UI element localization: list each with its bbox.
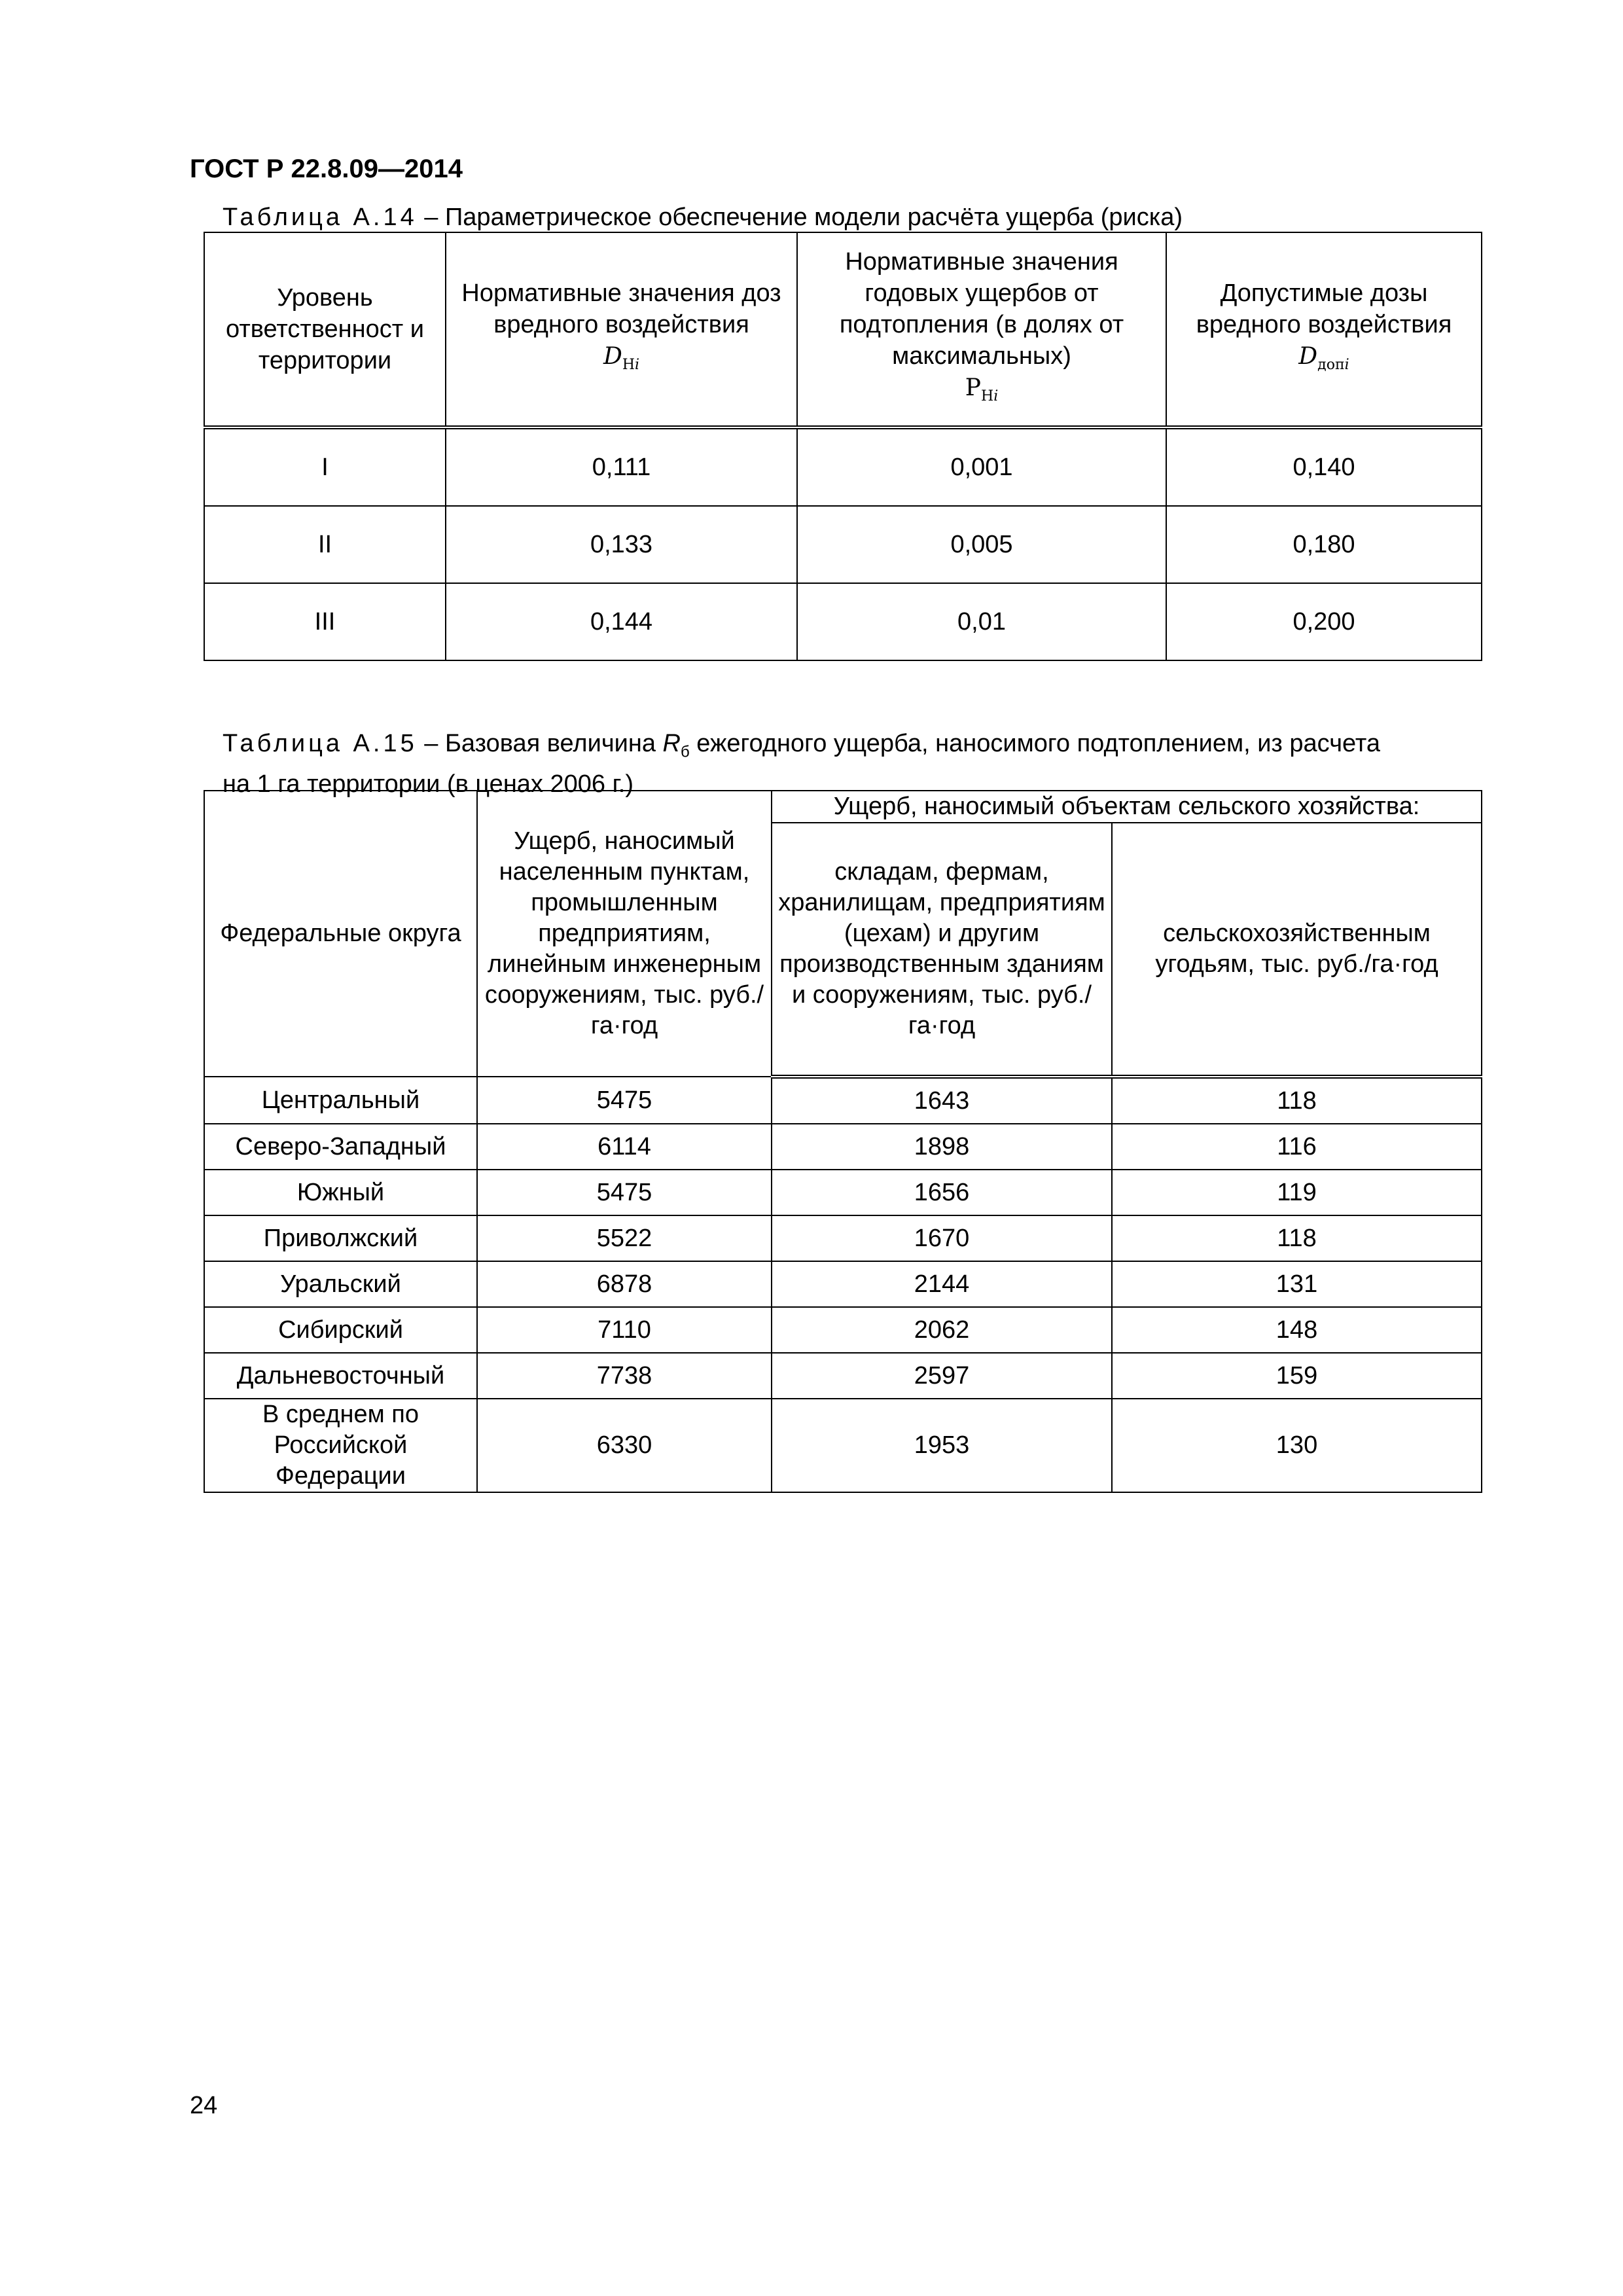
table-a15-caption: Таблица А.15 – Базовая величина $R_б$ ежегодного ущерба, наносимого подтоплением, из расчета на 1 га территории (в ценах 2006 г.) [223,728,1499,800]
cell-region: Сибирский [204,1307,477,1353]
cell-level: I [204,427,446,506]
table-a15-header-row-1 [204,791,1482,823]
cell-buildings: 1953 [772,1399,1112,1492]
cell-dose: 0,144 [446,583,797,660]
table-a15-caption-line2: на 1 га территории (в ценах 2006 г.) [223,770,634,798]
cell-lands: 116 [1112,1124,1482,1170]
table-row [204,1077,1482,1124]
cell-damage: 0,005 [797,506,1166,583]
table-row [204,427,1482,506]
cell-buildings: 2062 [772,1307,1112,1353]
table-row [204,1307,1482,1353]
formula-p-n-i: $P_{Нi}$ [965,374,999,405]
cell-lands: 118 [1112,1077,1482,1124]
cell-settlements: 6878 [477,1261,772,1307]
table-row [204,1124,1482,1170]
cell-settlements: 5475 [477,1077,772,1124]
table-row [204,1261,1482,1307]
header-agri-buildings: складам, фермам, хранилищам, предприятиям (цехам) и другим производственным зданиям и сооружениям, тыс. руб./га·год [772,823,1112,1077]
formula-d-dop-i: $D_{допi}$ [1298,342,1349,374]
cell-region: Южный [204,1170,477,1215]
cell-settlements: 5522 [477,1215,772,1261]
cell-lands: 159 [1112,1353,1482,1399]
header-normative-doses: Нормативные значения доз вредного воздействия $D_{Нi}$ [446,232,797,427]
header-responsibility-level: Уровень ответственност и территории [204,232,446,427]
page-number: 24 [190,2092,218,2119]
cell-settlements: 5475 [477,1170,772,1215]
cell-lands: 148 [1112,1307,1482,1353]
cell-permissible: 0,140 [1166,427,1482,506]
cell-lands: 119 [1112,1170,1482,1215]
cell-buildings: 1643 [772,1077,1112,1124]
cell-lands: 130 [1112,1399,1482,1492]
cell-buildings: 1670 [772,1215,1112,1261]
table-row [204,1215,1482,1261]
table-a15-label: Таблица А.15 [223,730,418,757]
cell-region: Центральный [204,1077,477,1124]
cell-permissible: 0,200 [1166,583,1482,660]
table-row [204,506,1482,583]
header-agri-lands: сельскохозяйственным угодьям, тыс. руб./га·год [1112,823,1482,1077]
header-settlements-damage: Ущерб, наносимый населенным пунктам, промышленным предприятиям, линейным инженерным сооружениям, тыс. руб./га·год [477,791,772,1077]
cell-buildings: 2144 [772,1261,1112,1307]
symbol-r-b: $R_б$ [662,730,690,761]
cell-lands: 118 [1112,1215,1482,1261]
cell-region: В среднем по Российской Федерации [204,1399,477,1492]
header-federal-district: Федеральные округа [204,791,477,1077]
cell-lands: 131 [1112,1261,1482,1307]
table-a14-title: – Параметрическое обеспечение модели расчёта ущерба (риска) [417,204,1183,231]
table-row [204,1353,1482,1399]
cell-buildings: 1656 [772,1170,1112,1215]
header-agriculture-group: Ущерб, наносимый объектам сельского хозяйства: [772,791,1482,823]
cell-damage: 0,01 [797,583,1166,660]
cell-region: Приволжский [204,1215,477,1261]
header-permissible-doses: Допустимые дозы вредного воздействия $D_{допi}$ [1166,232,1482,427]
table-a14 [204,232,1482,661]
cell-dose: 0,111 [446,427,797,506]
cell-region: Дальневосточный [204,1353,477,1399]
table-row [204,1170,1482,1215]
cell-dose: 0,133 [446,506,797,583]
cell-buildings: 2597 [772,1353,1112,1399]
cell-settlements: 6330 [477,1399,772,1492]
cell-region: Уральский [204,1261,477,1307]
cell-level: II [204,506,446,583]
table-row [204,583,1482,660]
table-a14-header-row [204,232,1482,427]
table-row-average [204,1399,1482,1492]
table-a15 [204,790,1482,1493]
cell-permissible: 0,180 [1166,506,1482,583]
table-a14-label: Таблица А.14 [223,204,418,231]
cell-settlements: 7110 [477,1307,772,1353]
cell-damage: 0,001 [797,427,1166,506]
header-normative-damage: Нормативные значения годовых ущербов от подтопления (в долях от максимальных) $P_{Нi}$ [797,232,1166,427]
document-header: ГОСТ Р 22.8.09—2014 [190,154,463,183]
cell-buildings: 1898 [772,1124,1112,1170]
cell-region: Северо-Западный [204,1124,477,1170]
formula-d-n-i: $D_{Нi}$ [603,342,640,374]
cell-level: III [204,583,446,660]
cell-settlements: 6114 [477,1124,772,1170]
cell-settlements: 7738 [477,1353,772,1399]
table-a14-caption [223,202,1183,233]
